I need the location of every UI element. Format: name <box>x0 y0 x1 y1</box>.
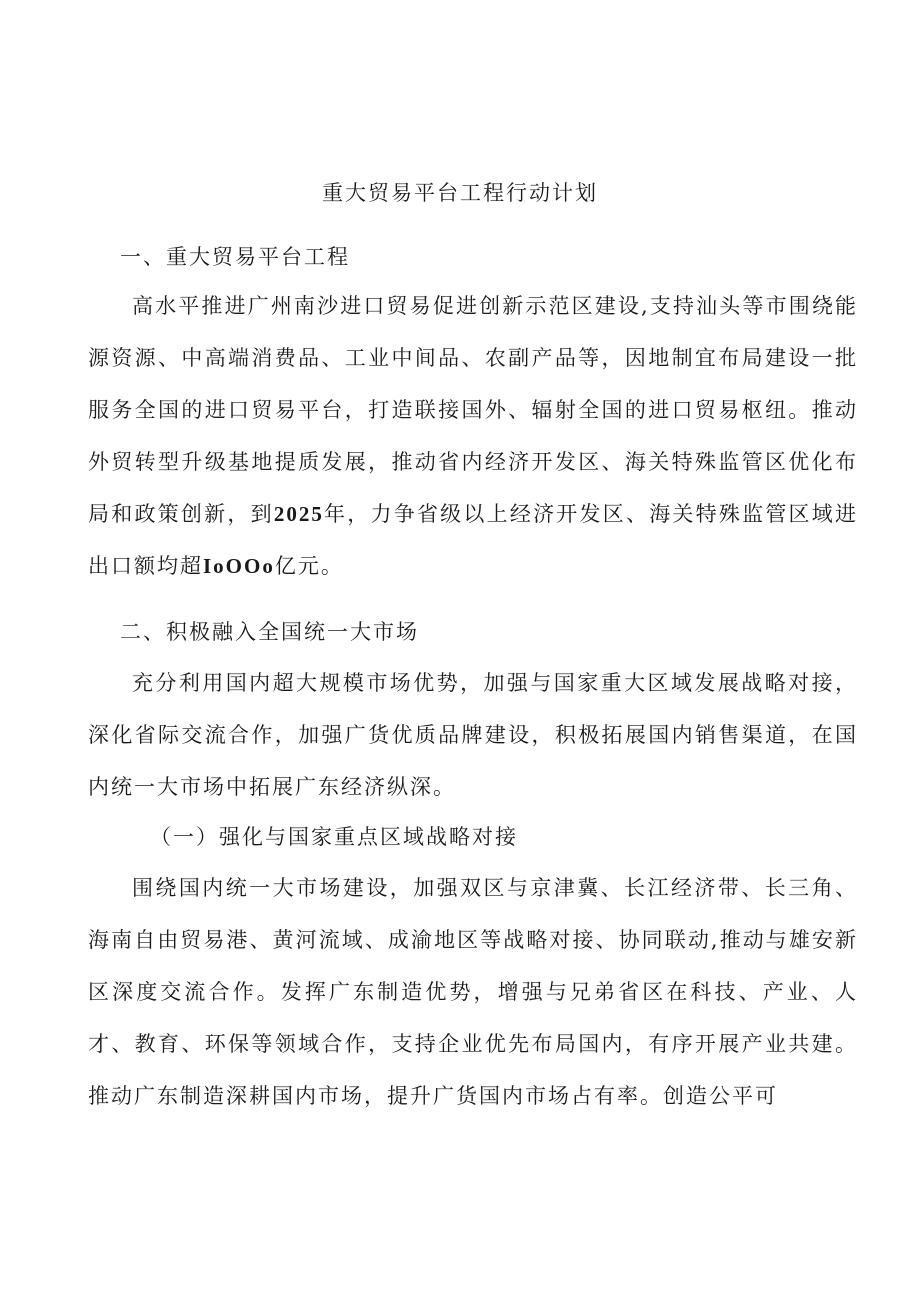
paragraph-text: 亿元。 <box>274 554 344 578</box>
section-1-paragraph <box>88 280 858 592</box>
subsection-1-paragraph: 围绕国内统一大市场建设，加强双区与京津冀、长江经济带、长三角、海南自由贸易港、黄河流域、成渝地区等战略对接、协同联动,推动与雄安新区深度交流合作。发挥广东制造优势，增强与兄弟省区在科技、产业、人才、教育、环保等领域合作，支持企业优先布局国内，有序开展产业共建。推动广东制造深耕国内市场，提升广货国内市场占有率。创造公平可 <box>88 876 858 1108</box>
section-heading-1: 一、重大贸易平台工程 <box>120 245 350 269</box>
subsection-heading-1: （一）强化与国家重点区域战略对接 <box>150 825 518 849</box>
paragraph-text: 年，力争省级以上经济开发区、海关特殊监管区域进出口额均超 <box>88 502 859 578</box>
document-title: 重大贸易平台工程行动计划 <box>322 181 598 205</box>
paragraph-text: 高水平推进广州南沙进口贸易促进创新示范区建设,支持汕头等市围绕能源资源、中高端消费品、工业中间品、农副产品等，因地制宜布局建设一批服务全国的进口贸易平台，打造联接国外、辐射全国的进口贸易枢纽。推动外贸转型升级基地提质发展，推动省内经济开发区、海关特殊监管区优化布局和政策创新，到 <box>88 294 858 526</box>
section-2-paragraph: 充分利用国内超大规模市场优势，加强与国家重大区域发展战略对接，深化省际交流合作，加强广货优质品牌建设，积极拓展国内销售渠道，在国内统一大市场中拓展广东经济纵深。 <box>88 671 858 799</box>
year-value: 2025 <box>273 502 324 526</box>
section-heading-2: 二、积极融入全国统一大市场 <box>120 620 419 644</box>
amount-value: IoOOo <box>203 554 275 578</box>
